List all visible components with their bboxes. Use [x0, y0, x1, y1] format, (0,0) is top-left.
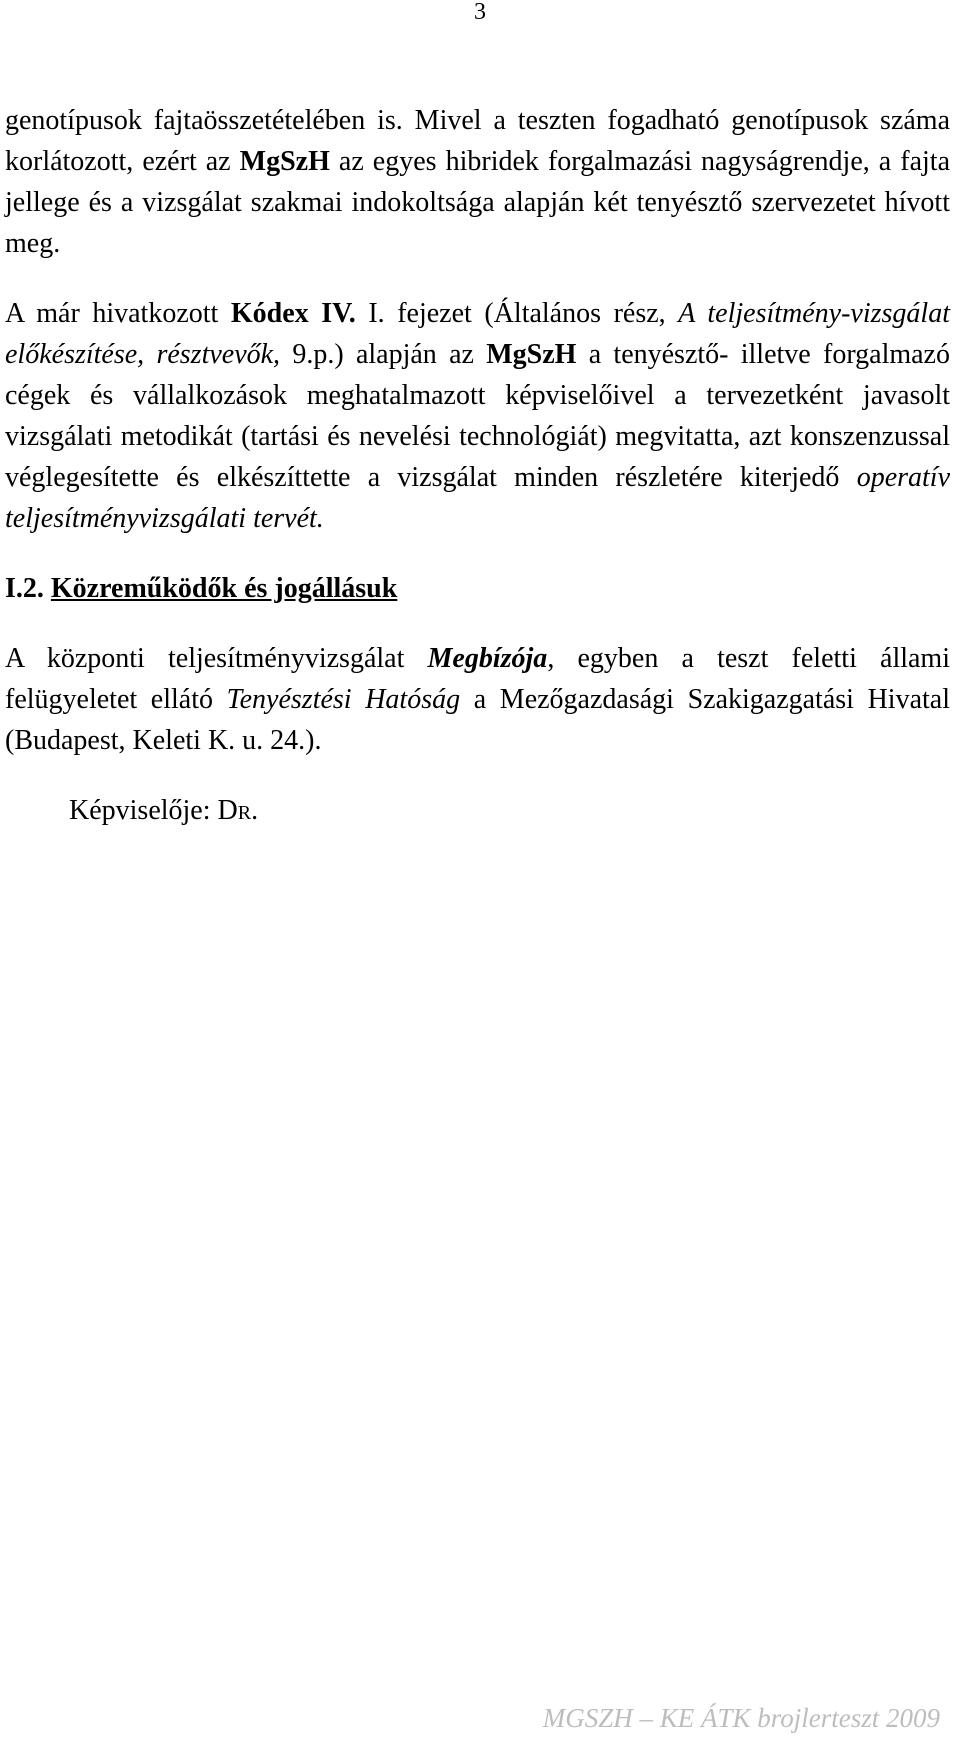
section-title: Közreműködők és jogállásuk [50, 573, 398, 604]
footer-running-title: MGSZH – KE ÁTK brojlerteszt 2009 [542, 1703, 940, 1733]
representative-line [5, 790, 950, 831]
representative-title: Dr. [217, 795, 259, 826]
paragraph-text: I. fejezet (Általános rész, [355, 298, 679, 329]
italic-reference: A teljesítmény-vizsgálat előkészítése, résztvevők, [5, 298, 950, 370]
page-number: 3 [474, 0, 486, 25]
paragraph-text: a Mezőgazdasági Szakigazgatási Hivatal (Budapest, Keleti K. u. 24.). [5, 684, 950, 756]
representative-label: Képviselője: [69, 795, 218, 826]
paragraph-kodex [5, 293, 950, 539]
paragraph-text: A már hivatkozott [5, 298, 231, 329]
paragraph-client [5, 638, 950, 761]
document-body [5, 100, 950, 831]
paragraph-text: genotípusok fajtaösszetételében is. Mivel a teszten fogadható genotípusok száma korlátozott, ezért az [5, 105, 950, 177]
paragraph-text: a tenyésztő- illetve forgalmazó cégek és vállalkozások meghatalmazott képviselőivel a tervezetként javasolt vizsgálati metodikát (tartási és nevelési technológiát) megvitatta, azt konszenzussal véglegesítette és elkészíttette a vizsgálat minden részletére kiterjedő [5, 339, 950, 493]
mgszh-bold-text: MgSzH [239, 146, 330, 177]
section-number: I.2. [5, 573, 44, 604]
paragraph-text: A központi teljesítményvizsgálat [5, 643, 428, 674]
paragraph-text: az egyes hibridek forgalmazási nagyságrendje, a fajta jellege és a vizsgálat szakmai indokoltsága alapján két tenyésztő szervezetet hívott meg. [5, 146, 950, 259]
paragraph-text: , egyben a teszt feletti állami felügyeletet ellátó [5, 643, 950, 715]
section-heading [5, 568, 950, 609]
client-bold-italic: Megbízója [427, 643, 548, 674]
authority-italic: Tenyésztési Hatóság [226, 684, 461, 715]
mgszh-bold-text: MgSzH [486, 339, 577, 370]
italic-plan-text: operatív teljesítményvizsgálati tervét. [5, 462, 950, 534]
paragraph-text: 9.p.) alapján az [280, 339, 487, 370]
kodex-bold-text: Kódex IV. [230, 298, 356, 329]
paragraph-genotypes [5, 100, 950, 264]
